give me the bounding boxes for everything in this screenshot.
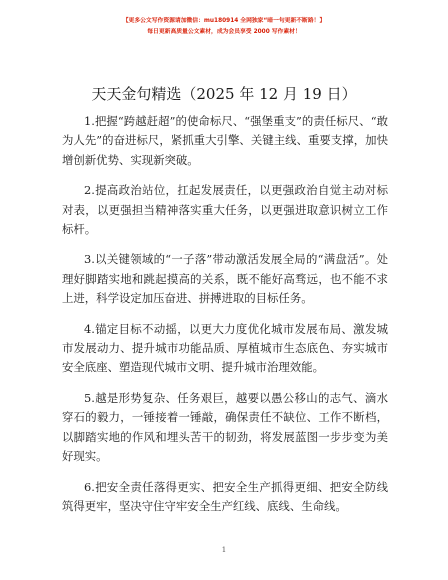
promo-banner-line-1: 【更多公文写作资源请加微信：mu180914 全网独家“暗一句更新不断路！】 [122,18,326,24]
document-body [62,112,388,527]
paragraph-4: 4.锚定目标不动摇，以更大力度优化城市发展布局、激发城市发展动力、提升城市功能品质、厚植城市生态底色、夯实城市安全底座、塑造现代城市文明、提升城市治理效能。 [62,321,388,375]
promo-banner-line-2: 每日更新高质量公文素材，成为会员享受 2000 写作素材！ [147,29,301,35]
paragraph-6: 6.把安全责任落得更实、把安全生产抓得更细、把安全防线筑得更牢，坚决守住守牢安全生产红线、底线、生命线。 [62,479,388,513]
paragraph-2: 2.提高政治站位，扛起发展责任，以更强政治自觉主动对标对表，以更强担当精神落实重大任务，以更强进取意识树立工作标杆。 [62,183,388,237]
paragraph-3: 3.以关键领域的“一子落”带动激活发展全局的“满盘活”。处理好脚踏实地和跳起摸高的关系，既不能好高骛远，也不能不求上进，科学设定加压奋进、拼搏进取的目标任务。 [62,252,388,306]
paragraph-1: 1.把握“跨越赶超”的使命标尺、“强堡重支”的责任标尺、“敢为人先”的奋进标尺，紧抓重大引擎、关键主线、重要支撑，加快增创新优势、实现新突破。 [62,114,388,167]
paragraph-5: 5.越是形势复杂、任务艰巨，越要以愚公移山的志气、滴水穿石的毅力，一锤接着一锤敲，确保责任不缺位、工作不断档，以脚踏实地的作风和埋头苦干的韧劲，将发展蓝图一步步变为美好现实。 [62,390,388,464]
document-title: 天天金句精选（2025 年 12 月 19 日） [91,85,357,103]
page-number: 1 [221,546,227,554]
promo-banner [24,16,424,37]
